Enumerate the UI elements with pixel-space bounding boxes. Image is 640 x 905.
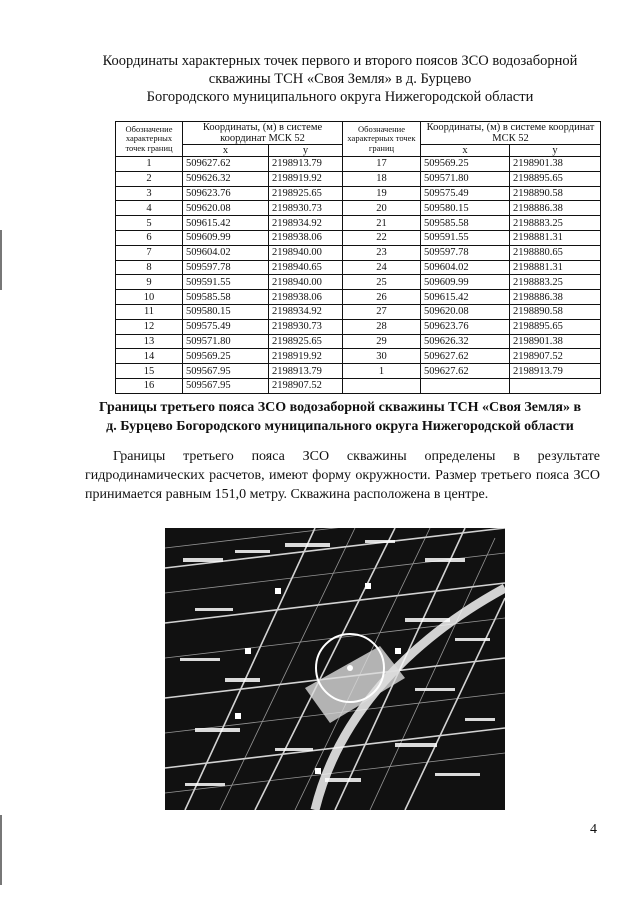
title-line-2: скважины ТСН «Своя Земля» в д. Бурцево <box>208 71 472 87</box>
y-coordinate-cell: 2198919.92 <box>269 349 343 364</box>
point-number-cell: 3 <box>116 186 183 201</box>
section-title <box>70 398 610 436</box>
table-row <box>116 349 601 364</box>
point-number-cell: 5 <box>116 216 183 231</box>
x-coordinate-cell: 509615.42 <box>183 216 269 231</box>
point-number-cell: 30 <box>343 349 421 364</box>
x-coordinate-cell: 509623.76 <box>183 186 269 201</box>
x-coordinate-cell: 509609.99 <box>421 275 510 290</box>
body-paragraph-text: Границы третьего пояса ЗСО скважины определены в результате гидродинамических расчетов, имеют форму окружности. Размер третьего пояса ЗСО принимается равным 151,0 метру. Скважина расположена в центре. <box>85 449 600 502</box>
y-coordinate-cell: 2198925.65 <box>269 186 343 201</box>
section-title-line-1: Границы третьего пояса ЗСО водозаборной скважины ТСН «Своя Земля» в <box>98 400 582 415</box>
header-x-right: x <box>421 145 510 157</box>
x-coordinate-cell: 509620.08 <box>421 304 510 319</box>
x-coordinate-cell: 509585.58 <box>183 290 269 305</box>
title-line-1: Координаты характерных точек первого и второго поясов ЗСО водозаборной <box>102 53 578 69</box>
y-coordinate-cell: 2198886.38 <box>510 201 601 216</box>
y-coordinate-cell: 2198883.25 <box>510 275 601 290</box>
point-number-cell: 22 <box>343 230 421 245</box>
point-number-cell: 12 <box>116 319 183 334</box>
document-title <box>60 52 620 106</box>
y-coordinate-cell: 2198883.25 <box>510 216 601 231</box>
point-number-cell: 18 <box>343 171 421 186</box>
title-line-3: Богородского муниципального округа Нижегородской области <box>146 89 534 105</box>
table-row <box>116 290 601 305</box>
point-number-cell: 28 <box>343 319 421 334</box>
y-coordinate-cell: 2198901.38 <box>510 334 601 349</box>
y-coordinate-cell: 2198940.00 <box>269 245 343 260</box>
coordinates-table-body <box>116 157 601 394</box>
y-coordinate-cell: 2198940.00 <box>269 275 343 290</box>
header-coords-left: Координаты, (м) в системе координат МСК 52 <box>183 122 343 145</box>
table-row <box>116 319 601 334</box>
x-coordinate-cell: 509626.32 <box>183 171 269 186</box>
point-number-cell: 11 <box>116 304 183 319</box>
y-coordinate-cell: 2198895.65 <box>510 171 601 186</box>
table-row <box>116 245 601 260</box>
point-number-cell: 23 <box>343 245 421 260</box>
point-number-cell <box>343 378 421 393</box>
x-coordinate-cell: 509571.80 <box>183 334 269 349</box>
y-coordinate-cell: 2198886.38 <box>510 290 601 305</box>
point-number-cell: 10 <box>116 290 183 305</box>
y-coordinate-cell: 2198913.79 <box>269 364 343 379</box>
x-coordinate-cell: 509591.55 <box>183 275 269 290</box>
table-row <box>116 157 601 172</box>
header-point-left: Обозначение характерных точек границ <box>116 122 183 157</box>
header-coords-right: Координаты, (м) в системе координат МСК 52 <box>421 122 601 145</box>
body-paragraph <box>85 447 600 504</box>
table-row <box>116 201 601 216</box>
coordinates-table <box>115 121 601 394</box>
y-coordinate-cell: 2198881.31 <box>510 260 601 275</box>
x-coordinate-cell: 509604.02 <box>183 245 269 260</box>
x-coordinate-cell <box>421 378 510 393</box>
x-coordinate-cell: 509575.49 <box>183 319 269 334</box>
point-number-cell: 25 <box>343 275 421 290</box>
table-row <box>116 230 601 245</box>
table-row <box>116 260 601 275</box>
section-title-line-2: д. Бурцево Богородского муниципального округа Нижегородской области <box>106 419 574 434</box>
point-number-cell: 1 <box>116 157 183 172</box>
page-number: 4 <box>590 822 597 837</box>
x-coordinate-cell: 509597.78 <box>421 245 510 260</box>
point-number-cell: 29 <box>343 334 421 349</box>
table-row <box>116 364 601 379</box>
point-number-cell: 8 <box>116 260 183 275</box>
table-row <box>116 378 601 393</box>
x-coordinate-cell: 509580.15 <box>183 304 269 319</box>
point-number-cell: 26 <box>343 290 421 305</box>
point-number-cell: 15 <box>116 364 183 379</box>
table-row <box>116 304 601 319</box>
table-row <box>116 186 601 201</box>
x-coordinate-cell: 509567.95 <box>183 364 269 379</box>
point-number-cell: 27 <box>343 304 421 319</box>
x-coordinate-cell: 509627.62 <box>421 364 510 379</box>
point-number-cell: 16 <box>116 378 183 393</box>
x-coordinate-cell: 509580.15 <box>421 201 510 216</box>
y-coordinate-cell: 2198890.58 <box>510 186 601 201</box>
y-coordinate-cell: 2198938.06 <box>269 230 343 245</box>
x-coordinate-cell: 509627.62 <box>421 349 510 364</box>
point-number-cell: 24 <box>343 260 421 275</box>
y-coordinate-cell: 2198938.06 <box>269 290 343 305</box>
point-number-cell: 4 <box>116 201 183 216</box>
table-row <box>116 275 601 290</box>
point-number-cell: 20 <box>343 201 421 216</box>
y-coordinate-cell: 2198901.38 <box>510 157 601 172</box>
header-point-right: Обозначение характерных точек границ <box>343 122 421 157</box>
point-number-cell: 9 <box>116 275 183 290</box>
point-number-cell: 6 <box>116 230 183 245</box>
point-number-cell: 19 <box>343 186 421 201</box>
x-coordinate-cell: 509571.80 <box>421 171 510 186</box>
x-coordinate-cell: 509585.58 <box>421 216 510 231</box>
point-number-cell: 21 <box>343 216 421 231</box>
scan-edge-top <box>0 230 2 290</box>
x-coordinate-cell: 509604.02 <box>421 260 510 275</box>
point-number-cell: 13 <box>116 334 183 349</box>
table-row <box>116 334 601 349</box>
x-coordinate-cell: 509569.25 <box>421 157 510 172</box>
point-number-cell: 7 <box>116 245 183 260</box>
x-coordinate-cell: 509609.99 <box>183 230 269 245</box>
y-coordinate-cell: 2198925.65 <box>269 334 343 349</box>
header-x-left: x <box>183 145 269 157</box>
y-coordinate-cell: 2198930.73 <box>269 201 343 216</box>
x-coordinate-cell: 509567.95 <box>183 378 269 393</box>
y-coordinate-cell: 2198890.58 <box>510 304 601 319</box>
point-number-cell: 1 <box>343 364 421 379</box>
x-coordinate-cell: 509626.32 <box>421 334 510 349</box>
x-coordinate-cell: 509569.25 <box>183 349 269 364</box>
y-coordinate-cell <box>510 378 601 393</box>
x-coordinate-cell: 509627.62 <box>183 157 269 172</box>
header-y-right: y <box>510 145 601 157</box>
cadastral-map-image <box>165 528 505 810</box>
y-coordinate-cell: 2198880.65 <box>510 245 601 260</box>
x-coordinate-cell: 509591.55 <box>421 230 510 245</box>
y-coordinate-cell: 2198934.92 <box>269 216 343 231</box>
y-coordinate-cell: 2198913.79 <box>269 157 343 172</box>
y-coordinate-cell: 2198913.79 <box>510 364 601 379</box>
scan-edge-bottom <box>0 815 2 885</box>
y-coordinate-cell: 2198907.52 <box>269 378 343 393</box>
y-coordinate-cell: 2198940.65 <box>269 260 343 275</box>
point-number-cell: 2 <box>116 171 183 186</box>
x-coordinate-cell: 509620.08 <box>183 201 269 216</box>
y-coordinate-cell: 2198881.31 <box>510 230 601 245</box>
table-row <box>116 216 601 231</box>
x-coordinate-cell: 509597.78 <box>183 260 269 275</box>
x-coordinate-cell: 509615.42 <box>421 290 510 305</box>
point-number-cell: 14 <box>116 349 183 364</box>
header-y-left: y <box>269 145 343 157</box>
y-coordinate-cell: 2198919.92 <box>269 171 343 186</box>
y-coordinate-cell: 2198907.52 <box>510 349 601 364</box>
x-coordinate-cell: 509575.49 <box>421 186 510 201</box>
table-row <box>116 171 601 186</box>
y-coordinate-cell: 2198930.73 <box>269 319 343 334</box>
y-coordinate-cell: 2198934.92 <box>269 304 343 319</box>
x-coordinate-cell: 509623.76 <box>421 319 510 334</box>
point-number-cell: 17 <box>343 157 421 172</box>
y-coordinate-cell: 2198895.65 <box>510 319 601 334</box>
